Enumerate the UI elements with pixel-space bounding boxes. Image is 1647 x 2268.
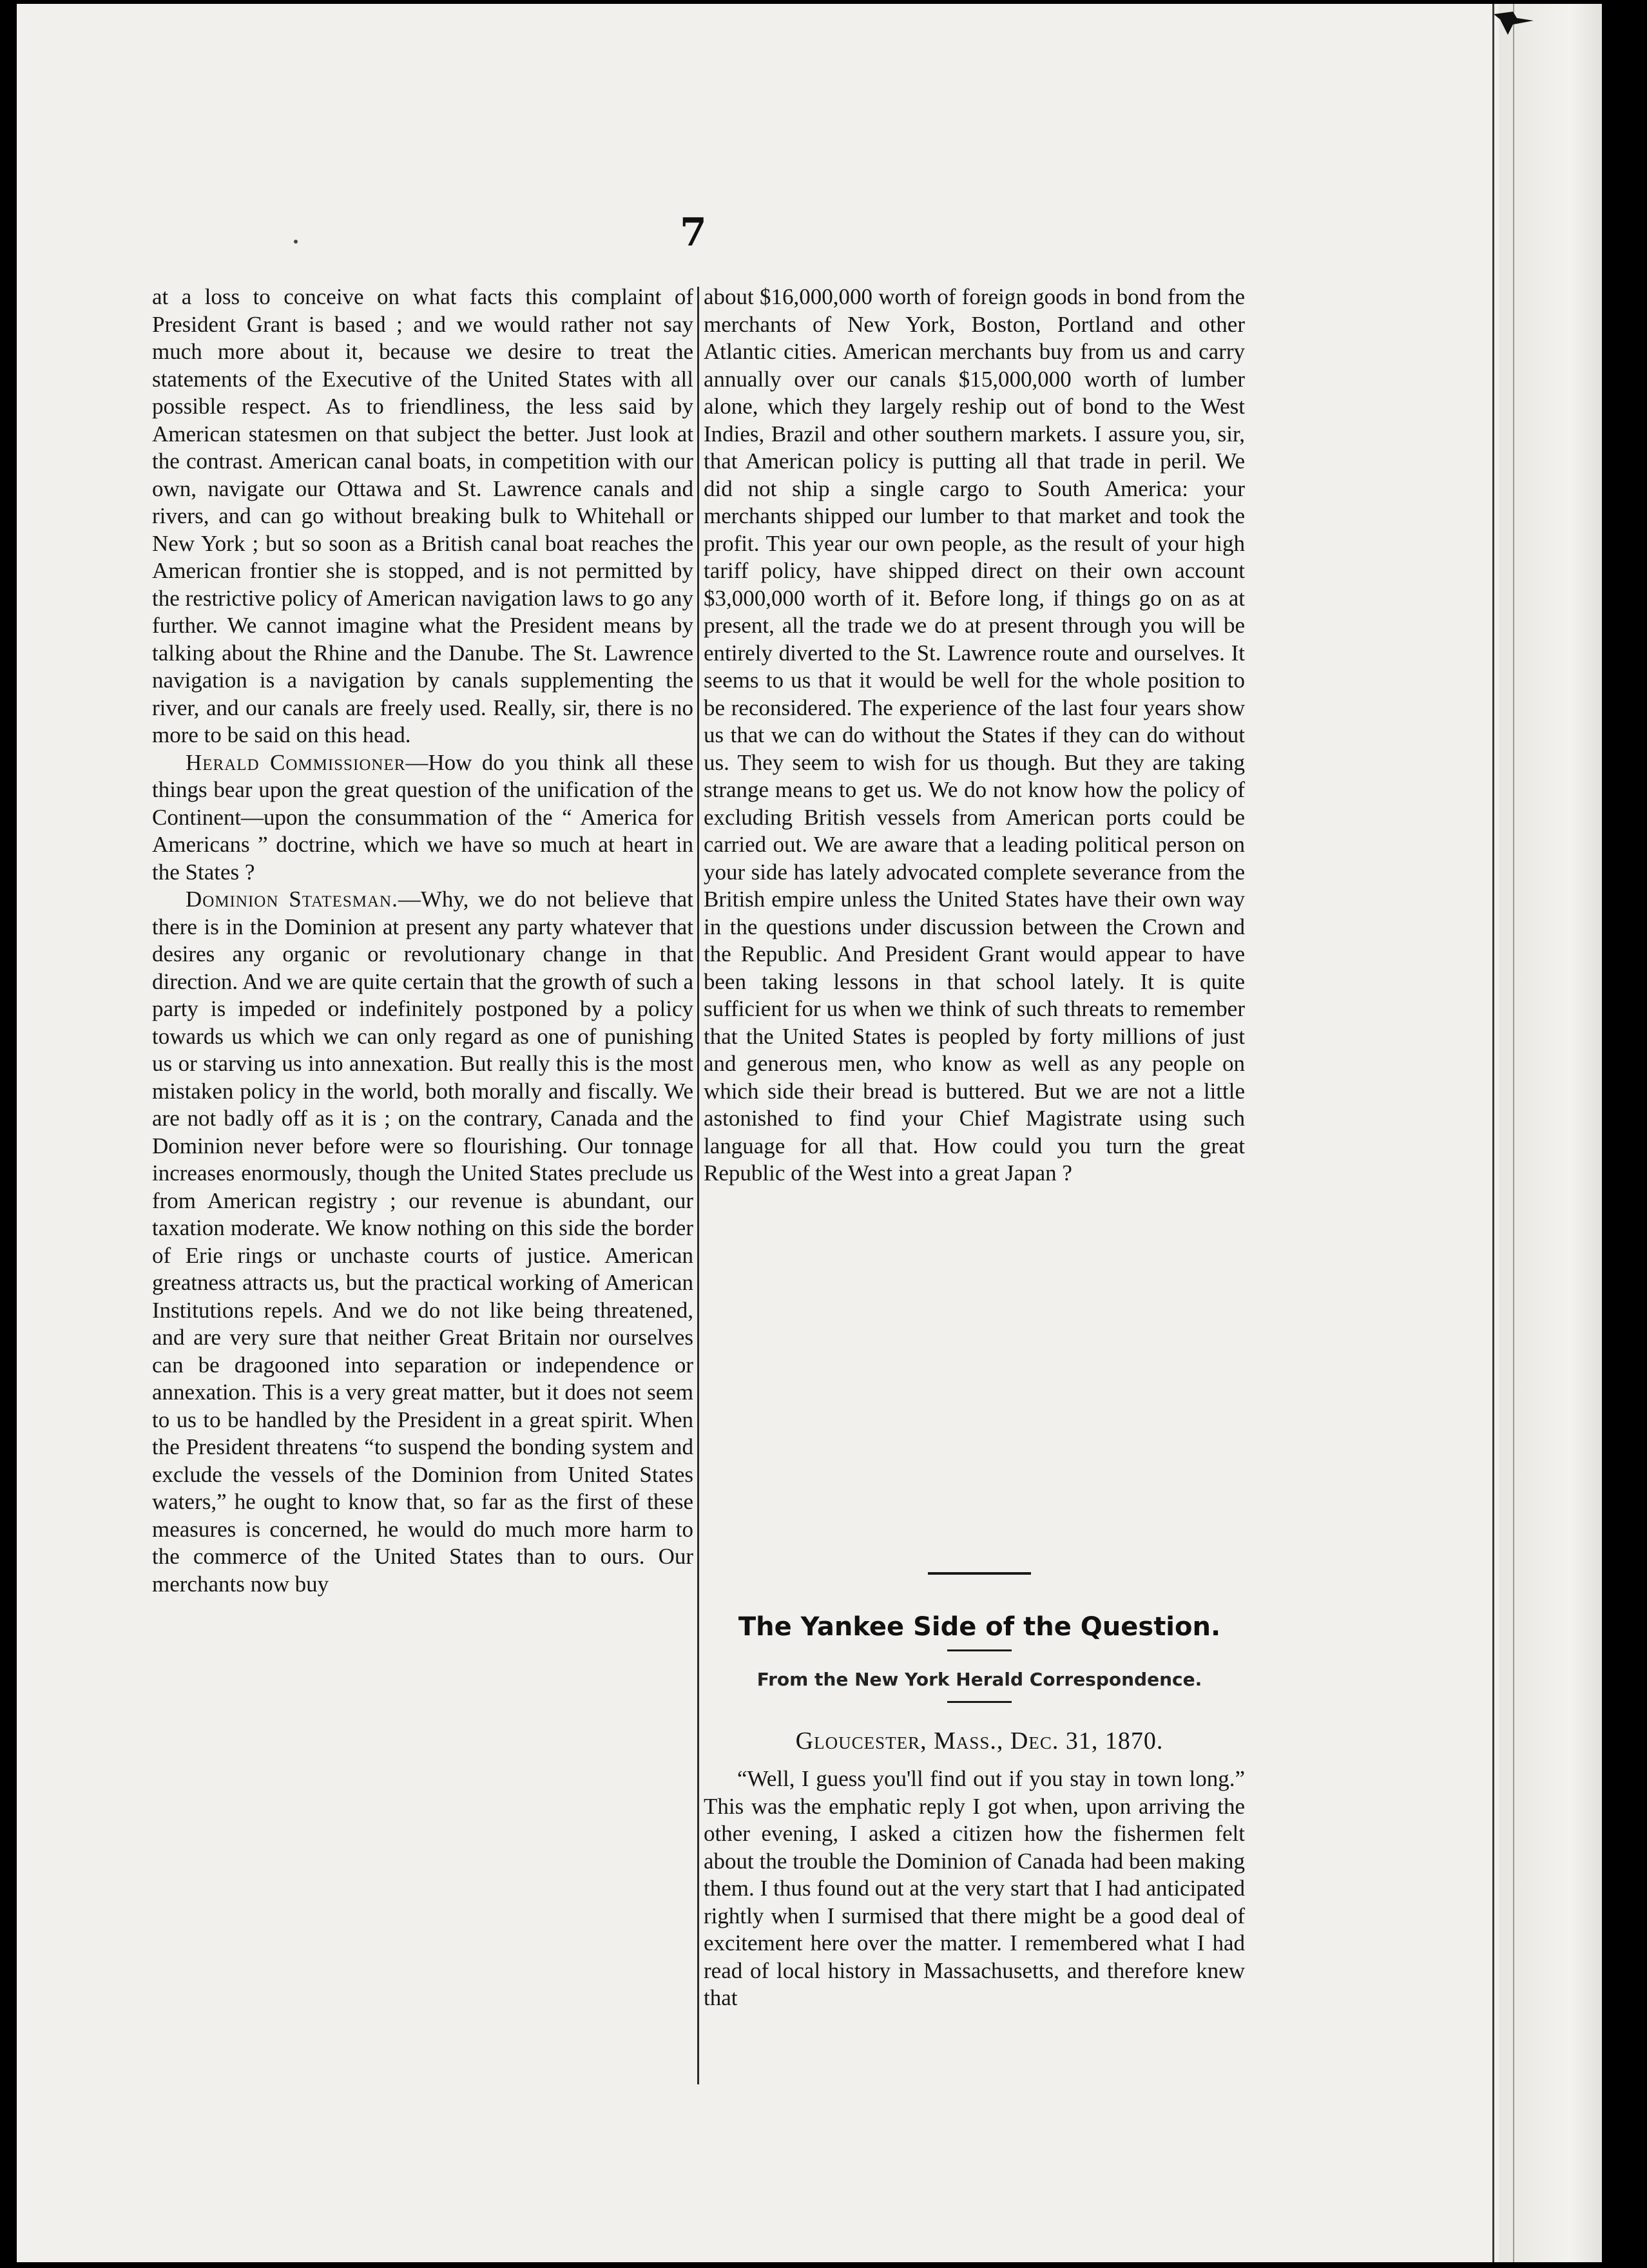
section-title: The Yankee Side of the Question.: [738, 1612, 1221, 1642]
right-paragraph-1: about $16,000,000 worth of foreign goods in bond from the merchants of New York, Boston, Portland and other Atlantic cities. American merchants buy from us and carry annually over our canals $15,000,000 worth of lumber alone, which they largely reship out of bond to the West Indies, Brazil and other southern markets. I assure you, sir, that American policy is putting all that trade in peril. We did not ship a single cargo to South America: your merchants shipped our lumber to that market and took the profit. This year our own people, as the result of your high tariff policy, have shipped direct on their own account $3,000,000 worth of it. Before long, if things go on as at present, all the trade we do at present through you will be entirely diverted to the St. Lawrence route and ourselves. It seems to us that it would be well for the whole position to be reconsidered. The experience of the last four years show us that we can do without the States if they can do without us. They seem to wish for us though. But they are taking strange means to get us. We do not know how the policy of excluding British vessels from American ports could be carried out. We are aware that a leading political person on your side has lately advocated complete severance from the British empire unless the United States have their own way in the questions under discussion between the Crown and the Republic. And President Grant would appear to have been taking lessons in that school lately. It is quite sufficient for us when we think of such threats to remember that the United States is peopled by forty millions of just and generous men, who know as well as any people on which side their bread is buttered. But we are not a little astonished to find your Chief Magistrate using such language for all that. How could you turn the great Republic of the West into a great Japan ?: [704, 284, 1245, 1186]
section-body: [704, 1765, 1245, 2012]
section-subtitle: From the New York Herald Correspondence.: [756, 1669, 1202, 1690]
subtitle-underline-rule: [947, 1701, 1012, 1703]
right-column: [704, 284, 1245, 1187]
page-number: 7: [680, 210, 707, 255]
fold-shadow-line: [1513, 4, 1514, 2262]
page-tab-mark: [1494, 10, 1539, 36]
ink-speck: [294, 240, 298, 244]
left-paragraph-3: [152, 886, 693, 1598]
left-paragraph-2: [152, 749, 693, 887]
left-paragraph-1: at a loss to conceive on what facts this complaint of President Grant is based ; and we would rather not say much more about it, because we desire to treat the statements of the Executive of the United States with all possible respect. As to friendliness, the less said by American statesmen on that subject the better. Just look at the contrast. American canal boats, in competition with our own, navigate our Ottawa and St. Lawrence canals and rivers, and can go without breaking bulk to Whitehall or New York ; but so soon as a British canal boat reaches the American frontier she is stopped, and is not permitted by the restrictive policy of American navigation laws to go any further. We cannot imagine what the President means by talking about the Rhine and the Danube. The St. Lawrence navigation is a navigation by canals supplementing the river, and our canals are freely used. Really, sir, there is no more to be said on this head.: [152, 284, 693, 747]
left-paragraph-3-text: —Why, we do not believe that there is in the Dominion at present any party whatever that desires any organic or revolutionary change in that direction. And we are quite certain that the growth of such a party is impeded or indefinitely postponed by a policy towards us which we can only regard as one of punishing us or starving us into annexation. But really this is the most mistaken policy in the world, both morally and fiscally. We are not badly off as it is ; on the contrary, Canada and the Dominion never before were so flourishing. Our tonnage increases enormously, though the United States preclude us from American registry ; our revenue is abundant, our taxation moderate. We know nothing on this side the border of Erie rings or unchaste courts of justice. American greatness attracts us, but the practical working of American Institutions repels. And we do not like being threatened, and are very sure that neither Great Britain nor ourselves can be dragooned into separation or independence or annexation. This is a very great matter, but it does not seem to us to be handled by the President in a great spirit. When the President threatens “to suspend the bonding system and exclude the vessels of the Dominion from United States waters,” he ought to know that, so far as the first of these measures is concerned, he would do much more harm to the commerce of the United States than to ours. Our merchants now buy: [152, 887, 693, 1597]
page-fold: [1499, 4, 1602, 2262]
section-paragraph-1: “Well, I guess you'll find out if you stay in town long.” This was the emphatic reply I got when, upon arriving the other evening, I asked a citizen how the fishermen felt about the trouble the Dominion of Canada had been making them. I thus found out at the very start that I had anticipated rightly when I surmised that there might be a good deal of excitement here over the matter. I remembered what I had read of local history in Massachusetts, and therefore knew that: [704, 1766, 1245, 2010]
speaker-herald-commissioner: Herald Commissioner: [186, 749, 406, 775]
fold-edge-line: [1492, 4, 1494, 2262]
left-column: [152, 284, 693, 1598]
speaker-dominion-statesman: Dominion Statesman.: [186, 887, 398, 912]
section-separator-rule: [928, 1572, 1031, 1575]
column-divider: [697, 287, 699, 2084]
left-paragraph-2-text: —How do you think all these things bear upon the great question of the unification of the Continent—upon the consummation of the “ America for Americans ” doctrine, which we have so much at heart in the States ?: [152, 749, 693, 885]
dateline: Gloucester, Mass., Dec. 31, 1870.: [795, 1727, 1164, 1754]
title-underline-rule: [947, 1649, 1012, 1651]
